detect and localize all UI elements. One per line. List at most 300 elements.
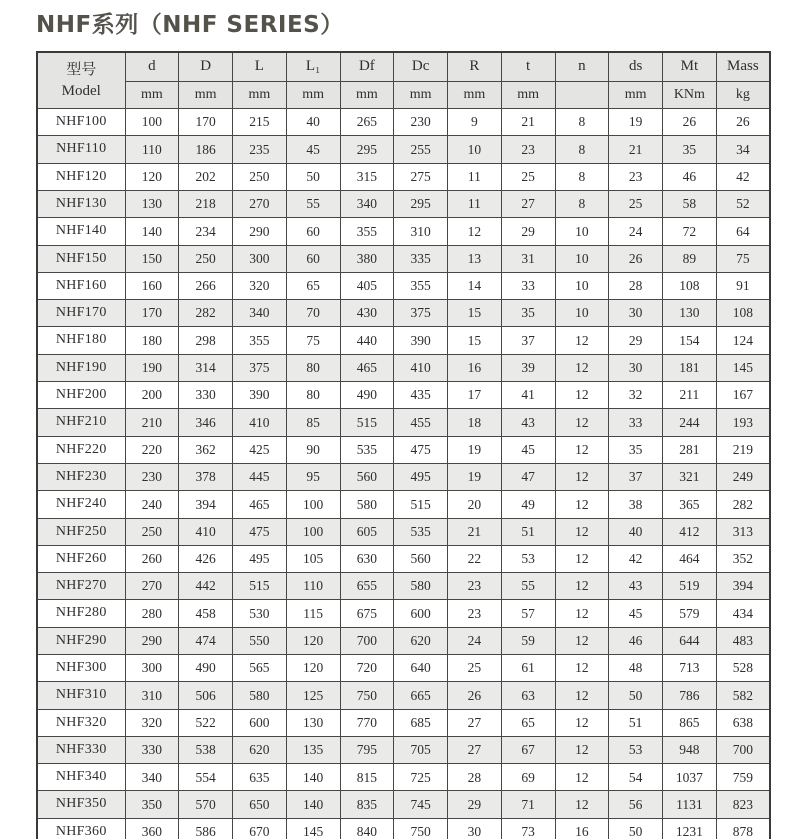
value-cell: 474 bbox=[179, 627, 233, 654]
value-cell: 190 bbox=[125, 354, 179, 381]
value-cell: 878 bbox=[716, 818, 770, 839]
value-cell: 455 bbox=[394, 409, 448, 436]
model-cell: NHF300 bbox=[37, 654, 125, 681]
table-row bbox=[37, 627, 770, 654]
value-cell: 56 bbox=[609, 791, 663, 818]
value-cell: 412 bbox=[663, 518, 717, 545]
value-cell: 458 bbox=[179, 600, 233, 627]
value-cell: 46 bbox=[609, 627, 663, 654]
value-cell: 685 bbox=[394, 709, 448, 736]
column-unit bbox=[555, 81, 609, 108]
value-cell: 340 bbox=[340, 190, 394, 217]
value-cell: 320 bbox=[233, 272, 287, 299]
value-cell: 290 bbox=[233, 218, 287, 245]
value-cell: 12 bbox=[555, 545, 609, 572]
value-cell: 620 bbox=[394, 627, 448, 654]
value-cell: 270 bbox=[233, 190, 287, 217]
value-cell: 786 bbox=[663, 682, 717, 709]
value-cell: 375 bbox=[233, 354, 287, 381]
value-cell: 45 bbox=[501, 436, 555, 463]
column-unit: mm bbox=[125, 81, 179, 108]
value-cell: 1131 bbox=[663, 791, 717, 818]
value-cell: 26 bbox=[609, 245, 663, 272]
value-cell: 12 bbox=[555, 573, 609, 600]
value-cell: 11 bbox=[448, 190, 502, 217]
value-cell: 426 bbox=[179, 545, 233, 572]
value-cell: 33 bbox=[609, 409, 663, 436]
value-cell: 295 bbox=[394, 190, 448, 217]
value-cell: 380 bbox=[340, 245, 394, 272]
value-cell: 167 bbox=[716, 382, 770, 409]
value-cell: 91 bbox=[716, 272, 770, 299]
value-cell: 434 bbox=[716, 600, 770, 627]
value-cell: 538 bbox=[179, 736, 233, 763]
model-cell: NHF220 bbox=[37, 436, 125, 463]
column-label: R bbox=[448, 52, 502, 81]
value-cell: 630 bbox=[340, 545, 394, 572]
value-cell: 28 bbox=[448, 764, 502, 791]
model-cell: NHF350 bbox=[37, 791, 125, 818]
value-cell: 215 bbox=[233, 109, 287, 136]
value-cell: 140 bbox=[286, 764, 340, 791]
table-row bbox=[37, 654, 770, 681]
value-cell: 180 bbox=[125, 327, 179, 354]
value-cell: 759 bbox=[716, 764, 770, 791]
table-row bbox=[37, 491, 770, 518]
value-cell: 12 bbox=[555, 491, 609, 518]
value-cell: 522 bbox=[179, 709, 233, 736]
value-cell: 445 bbox=[233, 463, 287, 490]
value-cell: 535 bbox=[340, 436, 394, 463]
column-label: L₁ bbox=[286, 52, 340, 81]
value-cell: 89 bbox=[663, 245, 717, 272]
value-cell: 18 bbox=[448, 409, 502, 436]
value-cell: 12 bbox=[555, 654, 609, 681]
value-cell: 30 bbox=[448, 818, 502, 839]
value-cell: 700 bbox=[716, 736, 770, 763]
value-cell: 310 bbox=[394, 218, 448, 245]
value-cell: 635 bbox=[233, 764, 287, 791]
value-cell: 515 bbox=[394, 491, 448, 518]
value-cell: 600 bbox=[233, 709, 287, 736]
value-cell: 250 bbox=[233, 163, 287, 190]
value-cell: 100 bbox=[125, 109, 179, 136]
value-cell: 650 bbox=[233, 791, 287, 818]
value-cell: 9 bbox=[448, 109, 502, 136]
value-cell: 390 bbox=[233, 382, 287, 409]
value-cell: 580 bbox=[340, 491, 394, 518]
value-cell: 12 bbox=[555, 791, 609, 818]
value-cell: 750 bbox=[340, 682, 394, 709]
value-cell: 948 bbox=[663, 736, 717, 763]
value-cell: 64 bbox=[716, 218, 770, 245]
value-cell: 280 bbox=[125, 600, 179, 627]
value-cell: 11 bbox=[448, 163, 502, 190]
value-cell: 35 bbox=[501, 300, 555, 327]
value-cell: 25 bbox=[448, 654, 502, 681]
value-cell: 140 bbox=[286, 791, 340, 818]
value-cell: 640 bbox=[394, 654, 448, 681]
column-label: D bbox=[179, 52, 233, 81]
value-cell: 52 bbox=[716, 190, 770, 217]
column-label: ds bbox=[609, 52, 663, 81]
value-cell: 515 bbox=[233, 573, 287, 600]
value-cell: 8 bbox=[555, 190, 609, 217]
column-unit: mm bbox=[448, 81, 502, 108]
value-cell: 65 bbox=[501, 709, 555, 736]
value-cell: 12 bbox=[555, 327, 609, 354]
value-cell: 22 bbox=[448, 545, 502, 572]
value-cell: 362 bbox=[179, 436, 233, 463]
column-unit: kg bbox=[716, 81, 770, 108]
table-row bbox=[37, 682, 770, 709]
value-cell: 19 bbox=[448, 436, 502, 463]
value-cell: 535 bbox=[394, 518, 448, 545]
value-cell: 25 bbox=[501, 163, 555, 190]
value-cell: 570 bbox=[179, 791, 233, 818]
value-cell: 170 bbox=[179, 109, 233, 136]
value-cell: 60 bbox=[286, 218, 340, 245]
value-cell: 16 bbox=[448, 354, 502, 381]
value-cell: 21 bbox=[609, 136, 663, 163]
value-cell: 365 bbox=[663, 491, 717, 518]
value-cell: 120 bbox=[286, 627, 340, 654]
value-cell: 465 bbox=[340, 354, 394, 381]
value-cell: 25 bbox=[609, 190, 663, 217]
column-label: Dc bbox=[394, 52, 448, 81]
value-cell: 352 bbox=[716, 545, 770, 572]
value-cell: 49 bbox=[501, 491, 555, 518]
value-cell: 53 bbox=[501, 545, 555, 572]
value-cell: 705 bbox=[394, 736, 448, 763]
value-cell: 315 bbox=[340, 163, 394, 190]
value-cell: 298 bbox=[179, 327, 233, 354]
value-cell: 135 bbox=[286, 736, 340, 763]
column-unit: mm bbox=[501, 81, 555, 108]
value-cell: 42 bbox=[716, 163, 770, 190]
table-row bbox=[37, 818, 770, 839]
value-cell: 440 bbox=[340, 327, 394, 354]
table-row bbox=[37, 218, 770, 245]
model-cell: NHF250 bbox=[37, 518, 125, 545]
value-cell: 330 bbox=[125, 736, 179, 763]
model-header-en: Model bbox=[61, 82, 101, 99]
value-cell: 41 bbox=[501, 382, 555, 409]
model-cell: NHF190 bbox=[37, 354, 125, 381]
value-cell: 211 bbox=[663, 382, 717, 409]
value-cell: 160 bbox=[125, 272, 179, 299]
value-cell: 10 bbox=[555, 272, 609, 299]
value-cell: 12 bbox=[555, 736, 609, 763]
model-cell: NHF100 bbox=[37, 109, 125, 136]
page-title: NHF系列（NHF SERIES） bbox=[36, 12, 344, 38]
value-cell: 644 bbox=[663, 627, 717, 654]
model-cell: NHF170 bbox=[37, 300, 125, 327]
value-cell: 490 bbox=[179, 654, 233, 681]
value-cell: 21 bbox=[448, 518, 502, 545]
value-cell: 124 bbox=[716, 327, 770, 354]
value-cell: 90 bbox=[286, 436, 340, 463]
value-cell: 85 bbox=[286, 409, 340, 436]
value-cell: 260 bbox=[125, 545, 179, 572]
value-cell: 8 bbox=[555, 109, 609, 136]
value-cell: 270 bbox=[125, 573, 179, 600]
value-cell: 21 bbox=[501, 109, 555, 136]
value-cell: 37 bbox=[501, 327, 555, 354]
value-cell: 12 bbox=[555, 436, 609, 463]
model-cell: NHF290 bbox=[37, 627, 125, 654]
column-unit: KNm bbox=[663, 81, 717, 108]
value-cell: 35 bbox=[663, 136, 717, 163]
value-cell: 586 bbox=[179, 818, 233, 839]
model-cell: NHF330 bbox=[37, 736, 125, 763]
value-cell: 250 bbox=[179, 245, 233, 272]
value-cell: 840 bbox=[340, 818, 394, 839]
value-cell: 670 bbox=[233, 818, 287, 839]
value-cell: 600 bbox=[394, 600, 448, 627]
value-cell: 745 bbox=[394, 791, 448, 818]
value-cell: 770 bbox=[340, 709, 394, 736]
value-cell: 313 bbox=[716, 518, 770, 545]
column-unit: mm bbox=[233, 81, 287, 108]
table-row bbox=[37, 409, 770, 436]
value-cell: 565 bbox=[233, 654, 287, 681]
value-cell: 210 bbox=[125, 409, 179, 436]
value-cell: 75 bbox=[286, 327, 340, 354]
value-cell: 23 bbox=[448, 573, 502, 600]
value-cell: 120 bbox=[125, 163, 179, 190]
value-cell: 580 bbox=[394, 573, 448, 600]
value-cell: 110 bbox=[286, 573, 340, 600]
value-cell: 235 bbox=[233, 136, 287, 163]
value-cell: 725 bbox=[394, 764, 448, 791]
value-cell: 8 bbox=[555, 136, 609, 163]
value-cell: 495 bbox=[394, 463, 448, 490]
value-cell: 528 bbox=[716, 654, 770, 681]
value-cell: 26 bbox=[716, 109, 770, 136]
value-cell: 12 bbox=[555, 627, 609, 654]
value-cell: 580 bbox=[233, 682, 287, 709]
value-cell: 31 bbox=[501, 245, 555, 272]
value-cell: 120 bbox=[286, 654, 340, 681]
header-unit-row bbox=[37, 81, 770, 108]
value-cell: 105 bbox=[286, 545, 340, 572]
value-cell: 230 bbox=[394, 109, 448, 136]
value-cell: 340 bbox=[125, 764, 179, 791]
value-cell: 12 bbox=[555, 382, 609, 409]
value-cell: 95 bbox=[286, 463, 340, 490]
model-cell: NHF360 bbox=[37, 818, 125, 839]
column-unit: mm bbox=[179, 81, 233, 108]
value-cell: 71 bbox=[501, 791, 555, 818]
value-cell: 100 bbox=[286, 518, 340, 545]
value-cell: 29 bbox=[609, 327, 663, 354]
value-cell: 45 bbox=[609, 600, 663, 627]
value-cell: 110 bbox=[125, 136, 179, 163]
value-cell: 475 bbox=[394, 436, 448, 463]
value-cell: 24 bbox=[448, 627, 502, 654]
value-cell: 560 bbox=[340, 463, 394, 490]
table-row bbox=[37, 109, 770, 136]
value-cell: 12 bbox=[555, 518, 609, 545]
value-cell: 51 bbox=[609, 709, 663, 736]
model-column-header bbox=[37, 52, 125, 109]
value-cell: 40 bbox=[609, 518, 663, 545]
table-row bbox=[37, 300, 770, 327]
value-cell: 665 bbox=[394, 682, 448, 709]
value-cell: 8 bbox=[555, 163, 609, 190]
value-cell: 410 bbox=[233, 409, 287, 436]
column-label: n bbox=[555, 52, 609, 81]
value-cell: 140 bbox=[125, 218, 179, 245]
table-row bbox=[37, 573, 770, 600]
model-cell: NHF230 bbox=[37, 463, 125, 490]
value-cell: 32 bbox=[609, 382, 663, 409]
value-cell: 80 bbox=[286, 382, 340, 409]
model-cell: NHF340 bbox=[37, 764, 125, 791]
value-cell: 220 bbox=[125, 436, 179, 463]
column-unit: mm bbox=[286, 81, 340, 108]
value-cell: 465 bbox=[233, 491, 287, 518]
table-body bbox=[37, 109, 770, 839]
value-cell: 795 bbox=[340, 736, 394, 763]
value-cell: 154 bbox=[663, 327, 717, 354]
model-cell: NHF280 bbox=[37, 600, 125, 627]
value-cell: 45 bbox=[286, 136, 340, 163]
value-cell: 53 bbox=[609, 736, 663, 763]
table-row bbox=[37, 545, 770, 572]
value-cell: 12 bbox=[555, 354, 609, 381]
value-cell: 530 bbox=[233, 600, 287, 627]
value-cell: 490 bbox=[340, 382, 394, 409]
value-cell: 675 bbox=[340, 600, 394, 627]
table-row bbox=[37, 518, 770, 545]
value-cell: 14 bbox=[448, 272, 502, 299]
table-row bbox=[37, 163, 770, 190]
value-cell: 340 bbox=[233, 300, 287, 327]
value-cell: 24 bbox=[609, 218, 663, 245]
value-cell: 17 bbox=[448, 382, 502, 409]
value-cell: 58 bbox=[663, 190, 717, 217]
value-cell: 72 bbox=[663, 218, 717, 245]
value-cell: 55 bbox=[286, 190, 340, 217]
value-cell: 378 bbox=[179, 463, 233, 490]
value-cell: 10 bbox=[555, 300, 609, 327]
value-cell: 50 bbox=[286, 163, 340, 190]
table-row bbox=[37, 764, 770, 791]
value-cell: 230 bbox=[125, 463, 179, 490]
value-cell: 620 bbox=[233, 736, 287, 763]
value-cell: 12 bbox=[448, 218, 502, 245]
value-cell: 130 bbox=[286, 709, 340, 736]
value-cell: 63 bbox=[501, 682, 555, 709]
value-cell: 202 bbox=[179, 163, 233, 190]
model-cell: NHF130 bbox=[37, 190, 125, 217]
value-cell: 125 bbox=[286, 682, 340, 709]
value-cell: 73 bbox=[501, 818, 555, 839]
value-cell: 186 bbox=[179, 136, 233, 163]
value-cell: 12 bbox=[555, 600, 609, 627]
value-cell: 150 bbox=[125, 245, 179, 272]
value-cell: 355 bbox=[394, 272, 448, 299]
value-cell: 483 bbox=[716, 627, 770, 654]
value-cell: 823 bbox=[716, 791, 770, 818]
value-cell: 12 bbox=[555, 682, 609, 709]
value-cell: 30 bbox=[609, 354, 663, 381]
value-cell: 582 bbox=[716, 682, 770, 709]
model-cell: NHF240 bbox=[37, 491, 125, 518]
value-cell: 350 bbox=[125, 791, 179, 818]
value-cell: 475 bbox=[233, 518, 287, 545]
value-cell: 335 bbox=[394, 245, 448, 272]
value-cell: 28 bbox=[609, 272, 663, 299]
value-cell: 605 bbox=[340, 518, 394, 545]
value-cell: 26 bbox=[448, 682, 502, 709]
value-cell: 100 bbox=[286, 491, 340, 518]
value-cell: 360 bbox=[125, 818, 179, 839]
value-cell: 314 bbox=[179, 354, 233, 381]
value-cell: 33 bbox=[501, 272, 555, 299]
model-cell: NHF320 bbox=[37, 709, 125, 736]
value-cell: 10 bbox=[448, 136, 502, 163]
value-cell: 38 bbox=[609, 491, 663, 518]
value-cell: 29 bbox=[448, 791, 502, 818]
value-cell: 560 bbox=[394, 545, 448, 572]
value-cell: 300 bbox=[233, 245, 287, 272]
value-cell: 23 bbox=[448, 600, 502, 627]
column-label: Mass bbox=[716, 52, 770, 81]
value-cell: 200 bbox=[125, 382, 179, 409]
value-cell: 10 bbox=[555, 218, 609, 245]
value-cell: 435 bbox=[394, 382, 448, 409]
value-cell: 835 bbox=[340, 791, 394, 818]
value-cell: 130 bbox=[663, 300, 717, 327]
value-cell: 55 bbox=[501, 573, 555, 600]
value-cell: 750 bbox=[394, 818, 448, 839]
table-row bbox=[37, 190, 770, 217]
value-cell: 19 bbox=[448, 463, 502, 490]
value-cell: 410 bbox=[394, 354, 448, 381]
value-cell: 181 bbox=[663, 354, 717, 381]
value-cell: 720 bbox=[340, 654, 394, 681]
value-cell: 145 bbox=[716, 354, 770, 381]
value-cell: 234 bbox=[179, 218, 233, 245]
value-cell: 65 bbox=[286, 272, 340, 299]
value-cell: 290 bbox=[125, 627, 179, 654]
value-cell: 75 bbox=[716, 245, 770, 272]
value-cell: 13 bbox=[448, 245, 502, 272]
table-row bbox=[37, 272, 770, 299]
value-cell: 47 bbox=[501, 463, 555, 490]
value-cell: 23 bbox=[501, 136, 555, 163]
value-cell: 1231 bbox=[663, 818, 717, 839]
value-cell: 29 bbox=[501, 218, 555, 245]
value-cell: 69 bbox=[501, 764, 555, 791]
table-row bbox=[37, 736, 770, 763]
value-cell: 464 bbox=[663, 545, 717, 572]
value-cell: 130 bbox=[125, 190, 179, 217]
table-row bbox=[37, 600, 770, 627]
value-cell: 394 bbox=[716, 573, 770, 600]
value-cell: 300 bbox=[125, 654, 179, 681]
value-cell: 37 bbox=[609, 463, 663, 490]
value-cell: 23 bbox=[609, 163, 663, 190]
value-cell: 80 bbox=[286, 354, 340, 381]
value-cell: 275 bbox=[394, 163, 448, 190]
value-cell: 700 bbox=[340, 627, 394, 654]
value-cell: 281 bbox=[663, 436, 717, 463]
value-cell: 346 bbox=[179, 409, 233, 436]
